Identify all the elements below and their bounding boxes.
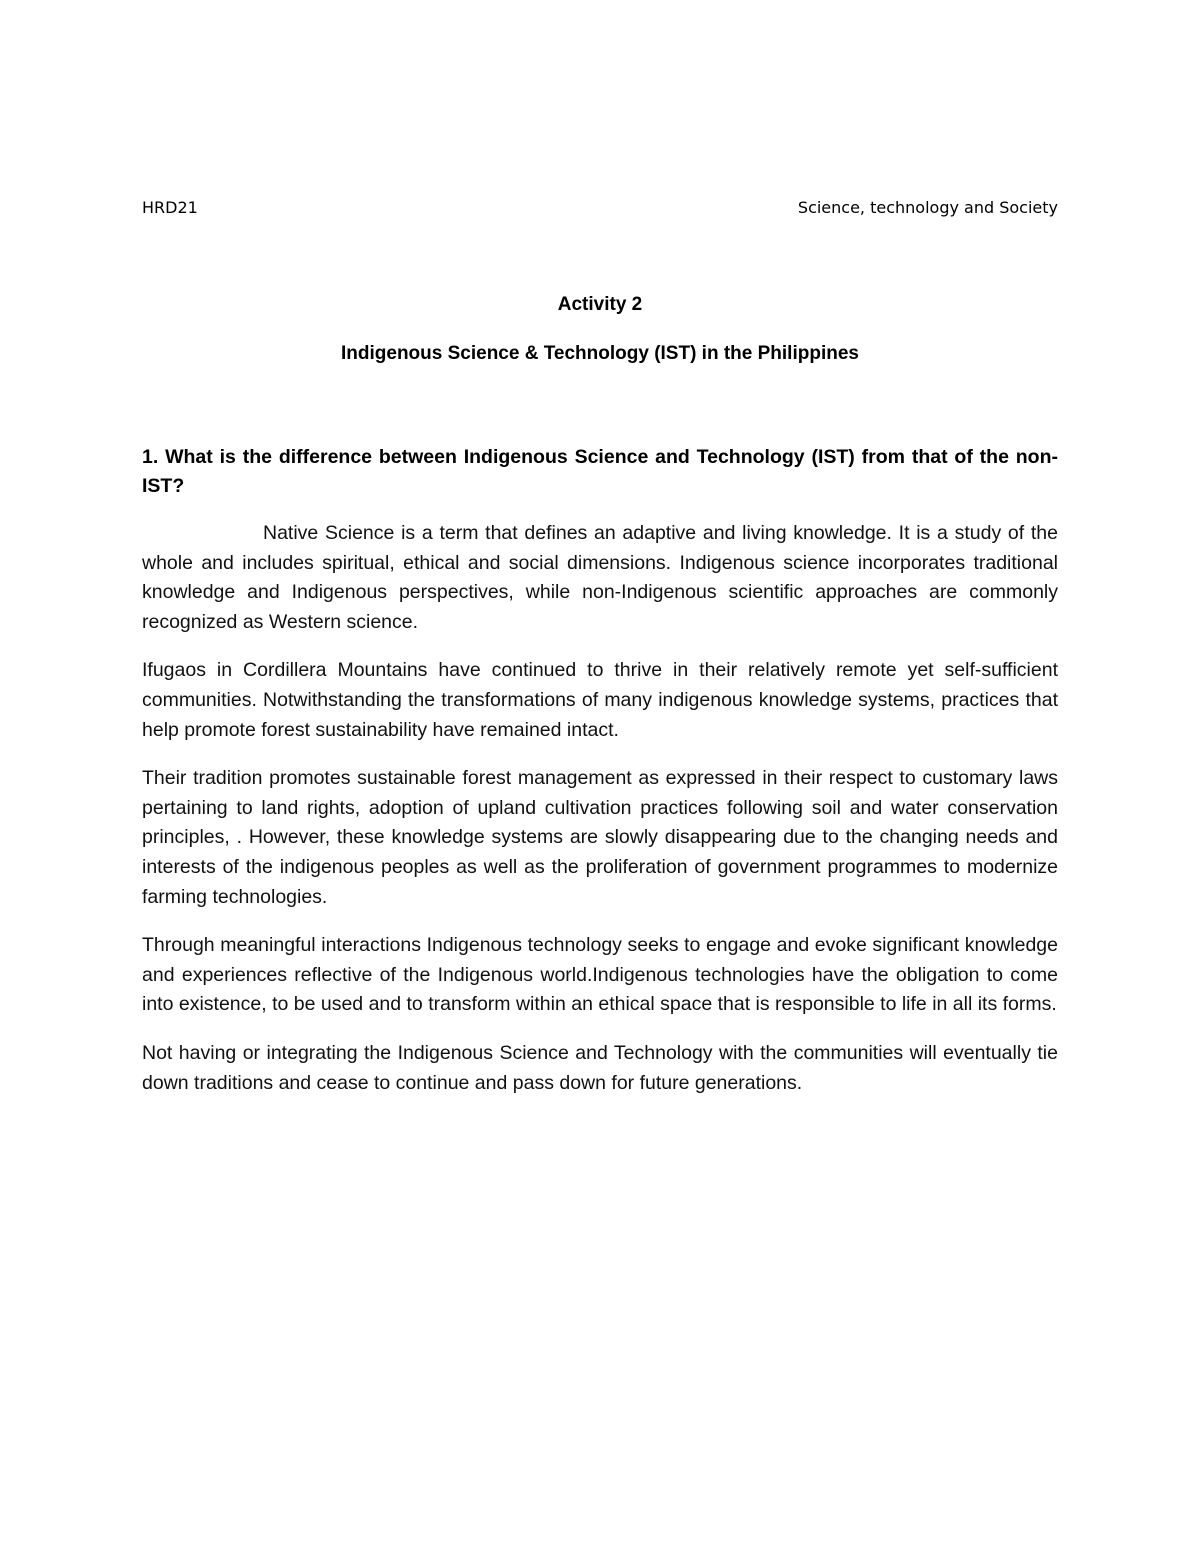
answer-paragraph: Not having or integrating the Indigenous Science and Technology with the communities will eventually tie down traditions and cease to continue and pass down for future generations. [142, 1041, 1058, 1094]
question-heading: 1. What is the difference between Indigenous Science and Technology (IST) from that of the non-IST? [142, 446, 1058, 497]
answer-body [142, 519, 1058, 1117]
answer-paragraph: Native Science is a term that defines an adaptive and living knowledge. It is a study of the whole and includes spiritual, ethical and social dimensions. Indigenous science incorporates traditional knowledge and Indigenous perspectives, while non-Indigenous scientific approaches are commonly recognized as Western science. [142, 522, 1058, 633]
answer-paragraph: Ifugaos in Cordillera Mountains have continued to thrive in their relatively remote yet self-sufficient communities. Notwithstanding the transformations of many indigenous knowledge systems, practices that help promote forest sustainability have remained intact. [142, 659, 1058, 741]
course-code: HRD21 [142, 197, 198, 217]
answer-paragraph: Their tradition promotes sustainable forest management as expressed in their respect to customary laws pertaining to land rights, adoption of upland cultivation practices following soil and water conservation principles, . However, these knowledge systems are slowly disappearing due to the changing needs and interests of the indigenous peoples as well as the proliferation of government programmes to modernize farming technologies. [142, 767, 1058, 908]
answer-paragraph: Through meaningful interactions Indigenous technology seeks to engage and evoke significant knowledge and experiences reflective of the Indigenous world.Indigenous technologies have the obligation to come into existence, to be used and to transform within an ethical space that is responsible to life in all its forms. [142, 934, 1058, 1016]
page-header [142, 194, 1058, 220]
activity-title: Activity 2 [557, 294, 643, 315]
document-subtitle: Indigenous Science & Technology (IST) in the Philippines [341, 343, 859, 364]
course-name: Science, technology and Society [797, 197, 1058, 217]
